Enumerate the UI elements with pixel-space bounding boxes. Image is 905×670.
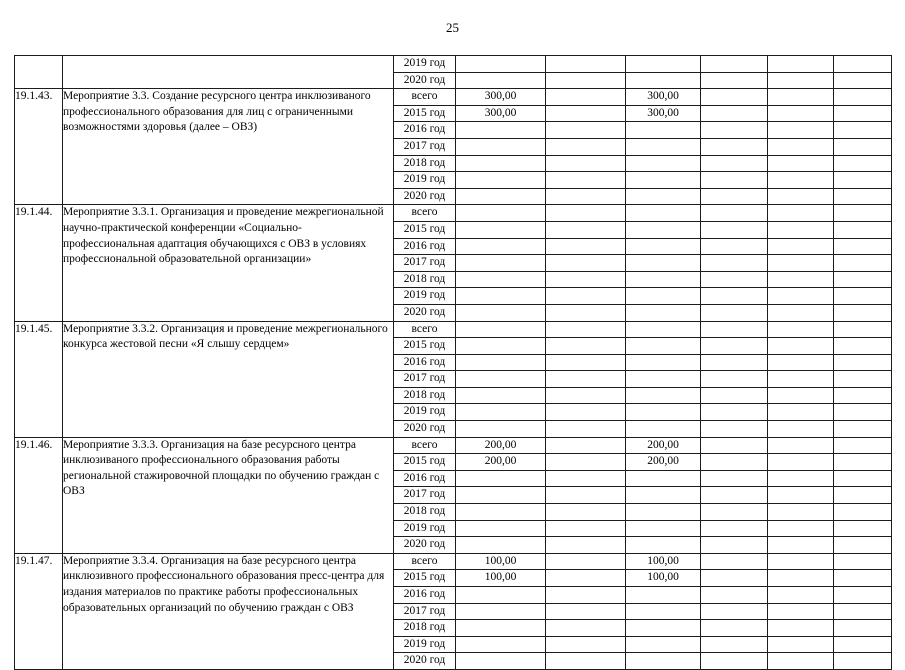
- value-cell: [768, 321, 834, 338]
- value-cell: [546, 304, 626, 321]
- value-cell: [456, 636, 546, 653]
- value-cell: [834, 437, 892, 454]
- value-cell: [768, 354, 834, 371]
- value-cell: [546, 404, 626, 421]
- value-cell: [768, 454, 834, 471]
- value-cell: [701, 504, 768, 521]
- value-cell: [456, 520, 546, 537]
- value-cell: [626, 636, 701, 653]
- value-cell: [456, 271, 546, 288]
- value-cell: [701, 371, 768, 388]
- value-cell: [834, 587, 892, 604]
- value-cell: [456, 653, 546, 670]
- year-cell: 2017 год: [394, 371, 456, 388]
- value-cell: [768, 537, 834, 554]
- value-cell: [701, 404, 768, 421]
- value-cell: [626, 487, 701, 504]
- value-cell: [834, 553, 892, 570]
- value-cell: [768, 387, 834, 404]
- value-cell: [456, 504, 546, 521]
- value-cell: [834, 321, 892, 338]
- year-cell: 2019 год: [394, 56, 456, 73]
- value-cell: [546, 321, 626, 338]
- value-cell: [456, 603, 546, 620]
- value-cell: [456, 421, 546, 438]
- year-cell: 2019 год: [394, 288, 456, 305]
- value-cell: [768, 221, 834, 238]
- value-cell: [834, 255, 892, 272]
- value-cell: [626, 122, 701, 139]
- description-cell: Мероприятие 3.3.1. Организация и проведение межрегиональной научно-практической конференции «Социально-профессиональная адаптация обучающихся с ОВЗ в условиях профессиональной образовательной организации»: [63, 205, 394, 321]
- value-cell: 200,00: [456, 437, 546, 454]
- value-cell: [626, 387, 701, 404]
- value-cell: [626, 338, 701, 355]
- value-cell: [626, 470, 701, 487]
- year-cell: 2017 год: [394, 138, 456, 155]
- value-cell: [768, 188, 834, 205]
- value-cell: [701, 221, 768, 238]
- value-cell: [456, 387, 546, 404]
- value-cell: [768, 288, 834, 305]
- value-cell: [768, 404, 834, 421]
- year-cell: всего: [394, 89, 456, 106]
- value-cell: [546, 537, 626, 554]
- value-cell: [834, 603, 892, 620]
- table-row: [15, 437, 892, 454]
- value-cell: [546, 587, 626, 604]
- value-cell: [834, 138, 892, 155]
- value-cell: [456, 587, 546, 604]
- value-cell: [626, 504, 701, 521]
- value-cell: 100,00: [626, 570, 701, 587]
- year-cell: 2019 год: [394, 636, 456, 653]
- value-cell: [626, 371, 701, 388]
- value-cell: [768, 338, 834, 355]
- value-cell: [701, 636, 768, 653]
- value-cell: [456, 188, 546, 205]
- value-cell: [456, 238, 546, 255]
- value-cell: [626, 404, 701, 421]
- row-id-cell: 19.1.44.: [15, 205, 63, 321]
- value-cell: [626, 238, 701, 255]
- value-cell: [701, 172, 768, 189]
- year-cell: 2015 год: [394, 221, 456, 238]
- value-cell: [834, 421, 892, 438]
- value-cell: [546, 255, 626, 272]
- value-cell: 200,00: [456, 454, 546, 471]
- value-cell: [701, 72, 768, 89]
- value-cell: [546, 520, 626, 537]
- value-cell: [546, 288, 626, 305]
- year-cell: 2019 год: [394, 404, 456, 421]
- value-cell: [546, 387, 626, 404]
- description-cell: [63, 56, 394, 89]
- value-cell: [768, 504, 834, 521]
- value-cell: [701, 470, 768, 487]
- value-cell: [456, 620, 546, 637]
- value-cell: [626, 620, 701, 637]
- value-cell: [546, 72, 626, 89]
- value-cell: [834, 56, 892, 73]
- value-cell: 200,00: [626, 454, 701, 471]
- value-cell: [768, 138, 834, 155]
- value-cell: [626, 72, 701, 89]
- value-cell: [701, 138, 768, 155]
- year-cell: 2015 год: [394, 570, 456, 587]
- year-cell: 2015 год: [394, 338, 456, 355]
- value-cell: [834, 238, 892, 255]
- value-cell: [768, 636, 834, 653]
- value-cell: [626, 520, 701, 537]
- value-cell: [546, 238, 626, 255]
- value-cell: [456, 321, 546, 338]
- year-cell: 2016 год: [394, 122, 456, 139]
- description-cell: Мероприятие 3.3. Создание ресурсного центра инклюзиваного профессионального образования для лиц с ограниченными возможностями здоровья (далее – ОВЗ): [63, 89, 394, 205]
- value-cell: [546, 371, 626, 388]
- value-cell: [626, 172, 701, 189]
- value-cell: [834, 487, 892, 504]
- value-cell: [834, 537, 892, 554]
- row-id-cell: 19.1.46.: [15, 437, 63, 553]
- value-cell: [701, 603, 768, 620]
- value-cell: [701, 587, 768, 604]
- row-id-cell: 19.1.45.: [15, 321, 63, 437]
- value-cell: [546, 89, 626, 106]
- year-cell: 2016 год: [394, 354, 456, 371]
- value-cell: [456, 304, 546, 321]
- value-cell: [834, 354, 892, 371]
- year-cell: 2018 год: [394, 620, 456, 637]
- value-cell: [768, 487, 834, 504]
- value-cell: 300,00: [626, 105, 701, 122]
- value-cell: [701, 255, 768, 272]
- value-cell: [546, 454, 626, 471]
- value-cell: [626, 155, 701, 172]
- value-cell: [768, 470, 834, 487]
- value-cell: [834, 271, 892, 288]
- value-cell: [768, 653, 834, 670]
- value-cell: [768, 72, 834, 89]
- value-cell: [834, 221, 892, 238]
- value-cell: [626, 138, 701, 155]
- value-cell: [834, 520, 892, 537]
- value-cell: [456, 371, 546, 388]
- value-cell: [701, 421, 768, 438]
- value-cell: [626, 421, 701, 438]
- year-cell: 2017 год: [394, 487, 456, 504]
- value-cell: [546, 122, 626, 139]
- value-cell: [546, 603, 626, 620]
- value-cell: [701, 520, 768, 537]
- value-cell: [768, 304, 834, 321]
- value-cell: [626, 653, 701, 670]
- value-cell: [456, 172, 546, 189]
- value-cell: [626, 205, 701, 222]
- value-cell: [701, 570, 768, 587]
- value-cell: 300,00: [456, 105, 546, 122]
- value-cell: [546, 105, 626, 122]
- year-cell: всего: [394, 205, 456, 222]
- value-cell: [456, 470, 546, 487]
- value-cell: [768, 520, 834, 537]
- value-cell: [626, 188, 701, 205]
- value-cell: [834, 636, 892, 653]
- value-cell: [456, 288, 546, 305]
- year-cell: 2019 год: [394, 520, 456, 537]
- value-cell: [701, 188, 768, 205]
- year-cell: 2020 год: [394, 188, 456, 205]
- value-cell: [701, 238, 768, 255]
- value-cell: 300,00: [626, 89, 701, 106]
- description-cell: Мероприятие 3.3.2. Организация и проведение межрегионального конкурса жестовой песни «Я слышу сердцем»: [63, 321, 394, 437]
- value-cell: [834, 470, 892, 487]
- value-cell: [456, 56, 546, 73]
- year-cell: 2020 год: [394, 304, 456, 321]
- value-cell: [701, 89, 768, 106]
- value-cell: [626, 304, 701, 321]
- value-cell: [546, 620, 626, 637]
- value-cell: [456, 537, 546, 554]
- value-cell: 200,00: [626, 437, 701, 454]
- value-cell: [456, 354, 546, 371]
- value-cell: [701, 487, 768, 504]
- value-cell: [834, 570, 892, 587]
- value-cell: [768, 553, 834, 570]
- value-cell: [768, 172, 834, 189]
- page-number: 25: [446, 20, 459, 35]
- value-cell: [546, 338, 626, 355]
- value-cell: 100,00: [626, 553, 701, 570]
- year-cell: 2016 год: [394, 238, 456, 255]
- year-cell: 2015 год: [394, 454, 456, 471]
- value-cell: [834, 155, 892, 172]
- value-cell: [456, 155, 546, 172]
- value-cell: [546, 487, 626, 504]
- value-cell: [456, 221, 546, 238]
- year-cell: 2018 год: [394, 387, 456, 404]
- description-cell: Мероприятие 3.3.3. Организация на базе ресурсного центра инклюзиваного профессионального образования работы региональной стажировочной площадки по обучению граждан с ОВЗ: [63, 437, 394, 553]
- year-cell: 2019 год: [394, 172, 456, 189]
- value-cell: [456, 138, 546, 155]
- year-cell: 2015 год: [394, 105, 456, 122]
- year-cell: 2020 год: [394, 72, 456, 89]
- value-cell: [768, 105, 834, 122]
- value-cell: [701, 122, 768, 139]
- year-cell: 2016 год: [394, 470, 456, 487]
- value-cell: [834, 620, 892, 637]
- year-cell: 2018 год: [394, 155, 456, 172]
- value-cell: [701, 437, 768, 454]
- value-cell: [626, 537, 701, 554]
- value-cell: [768, 122, 834, 139]
- value-cell: [834, 338, 892, 355]
- value-cell: [701, 155, 768, 172]
- value-cell: [768, 238, 834, 255]
- value-cell: [768, 421, 834, 438]
- value-cell: [701, 537, 768, 554]
- year-cell: всего: [394, 437, 456, 454]
- table-row: [15, 56, 892, 73]
- value-cell: [768, 603, 834, 620]
- value-cell: [626, 603, 701, 620]
- value-cell: [546, 188, 626, 205]
- value-cell: 100,00: [456, 553, 546, 570]
- value-cell: [456, 205, 546, 222]
- value-cell: [546, 437, 626, 454]
- value-cell: [768, 205, 834, 222]
- value-cell: [834, 653, 892, 670]
- value-cell: [546, 205, 626, 222]
- value-cell: 300,00: [456, 89, 546, 106]
- year-cell: всего: [394, 553, 456, 570]
- value-cell: [626, 587, 701, 604]
- value-cell: [546, 271, 626, 288]
- value-cell: [768, 271, 834, 288]
- value-cell: [701, 304, 768, 321]
- value-cell: [546, 221, 626, 238]
- value-cell: 100,00: [456, 570, 546, 587]
- year-cell: 2020 год: [394, 653, 456, 670]
- value-cell: [546, 354, 626, 371]
- value-cell: [834, 404, 892, 421]
- row-id-cell: [15, 56, 63, 89]
- value-cell: [701, 271, 768, 288]
- value-cell: [626, 288, 701, 305]
- value-cell: [546, 570, 626, 587]
- year-cell: 2020 год: [394, 537, 456, 554]
- value-cell: [701, 354, 768, 371]
- value-cell: [546, 636, 626, 653]
- value-cell: [546, 553, 626, 570]
- value-cell: [768, 371, 834, 388]
- value-cell: [701, 321, 768, 338]
- value-cell: [834, 454, 892, 471]
- year-cell: 2016 год: [394, 587, 456, 604]
- value-cell: [834, 371, 892, 388]
- value-cell: [701, 387, 768, 404]
- value-cell: [626, 354, 701, 371]
- value-cell: [834, 504, 892, 521]
- value-cell: [768, 56, 834, 73]
- value-cell: [701, 205, 768, 222]
- value-cell: [701, 620, 768, 637]
- value-cell: [768, 587, 834, 604]
- table-row: [15, 205, 892, 222]
- value-cell: [546, 504, 626, 521]
- value-cell: [768, 620, 834, 637]
- value-cell: [546, 172, 626, 189]
- value-cell: [834, 172, 892, 189]
- value-cell: [456, 255, 546, 272]
- value-cell: [701, 454, 768, 471]
- program-activities-table: [14, 55, 892, 670]
- value-cell: [546, 56, 626, 73]
- value-cell: [834, 105, 892, 122]
- table-body: [15, 56, 892, 670]
- value-cell: [834, 205, 892, 222]
- row-id-cell: 19.1.47.: [15, 553, 63, 669]
- table-row: [15, 89, 892, 106]
- value-cell: [834, 304, 892, 321]
- table-row: [15, 553, 892, 570]
- value-cell: [626, 221, 701, 238]
- value-cell: [701, 56, 768, 73]
- value-cell: [456, 72, 546, 89]
- value-cell: [456, 122, 546, 139]
- year-cell: 2018 год: [394, 271, 456, 288]
- description-cell: Мероприятие 3.3.4. Организация на базе ресурсного центра инклюзивного профессионального образования пресс-центра для издания материалов по практике работы профессиональных образовательных организаций по обучению граждан с ОВЗ: [63, 553, 394, 669]
- value-cell: [546, 138, 626, 155]
- year-cell: всего: [394, 321, 456, 338]
- value-cell: [456, 487, 546, 504]
- year-cell: 2020 год: [394, 421, 456, 438]
- value-cell: [834, 188, 892, 205]
- value-cell: [546, 653, 626, 670]
- value-cell: [546, 155, 626, 172]
- value-cell: [626, 271, 701, 288]
- value-cell: [546, 421, 626, 438]
- value-cell: [701, 553, 768, 570]
- value-cell: [701, 288, 768, 305]
- value-cell: [768, 255, 834, 272]
- value-cell: [701, 653, 768, 670]
- value-cell: [834, 89, 892, 106]
- value-cell: [768, 437, 834, 454]
- value-cell: [768, 89, 834, 106]
- value-cell: [626, 255, 701, 272]
- value-cell: [701, 338, 768, 355]
- value-cell: [768, 570, 834, 587]
- row-id-cell: 19.1.43.: [15, 89, 63, 205]
- value-cell: [834, 72, 892, 89]
- value-cell: [834, 122, 892, 139]
- value-cell: [834, 387, 892, 404]
- value-cell: [768, 155, 834, 172]
- year-cell: 2017 год: [394, 255, 456, 272]
- value-cell: [456, 404, 546, 421]
- value-cell: [626, 321, 701, 338]
- value-cell: [701, 105, 768, 122]
- year-cell: 2017 год: [394, 603, 456, 620]
- table-row: [15, 321, 892, 338]
- value-cell: [546, 470, 626, 487]
- value-cell: [834, 288, 892, 305]
- year-cell: 2018 год: [394, 504, 456, 521]
- value-cell: [626, 56, 701, 73]
- value-cell: [456, 338, 546, 355]
